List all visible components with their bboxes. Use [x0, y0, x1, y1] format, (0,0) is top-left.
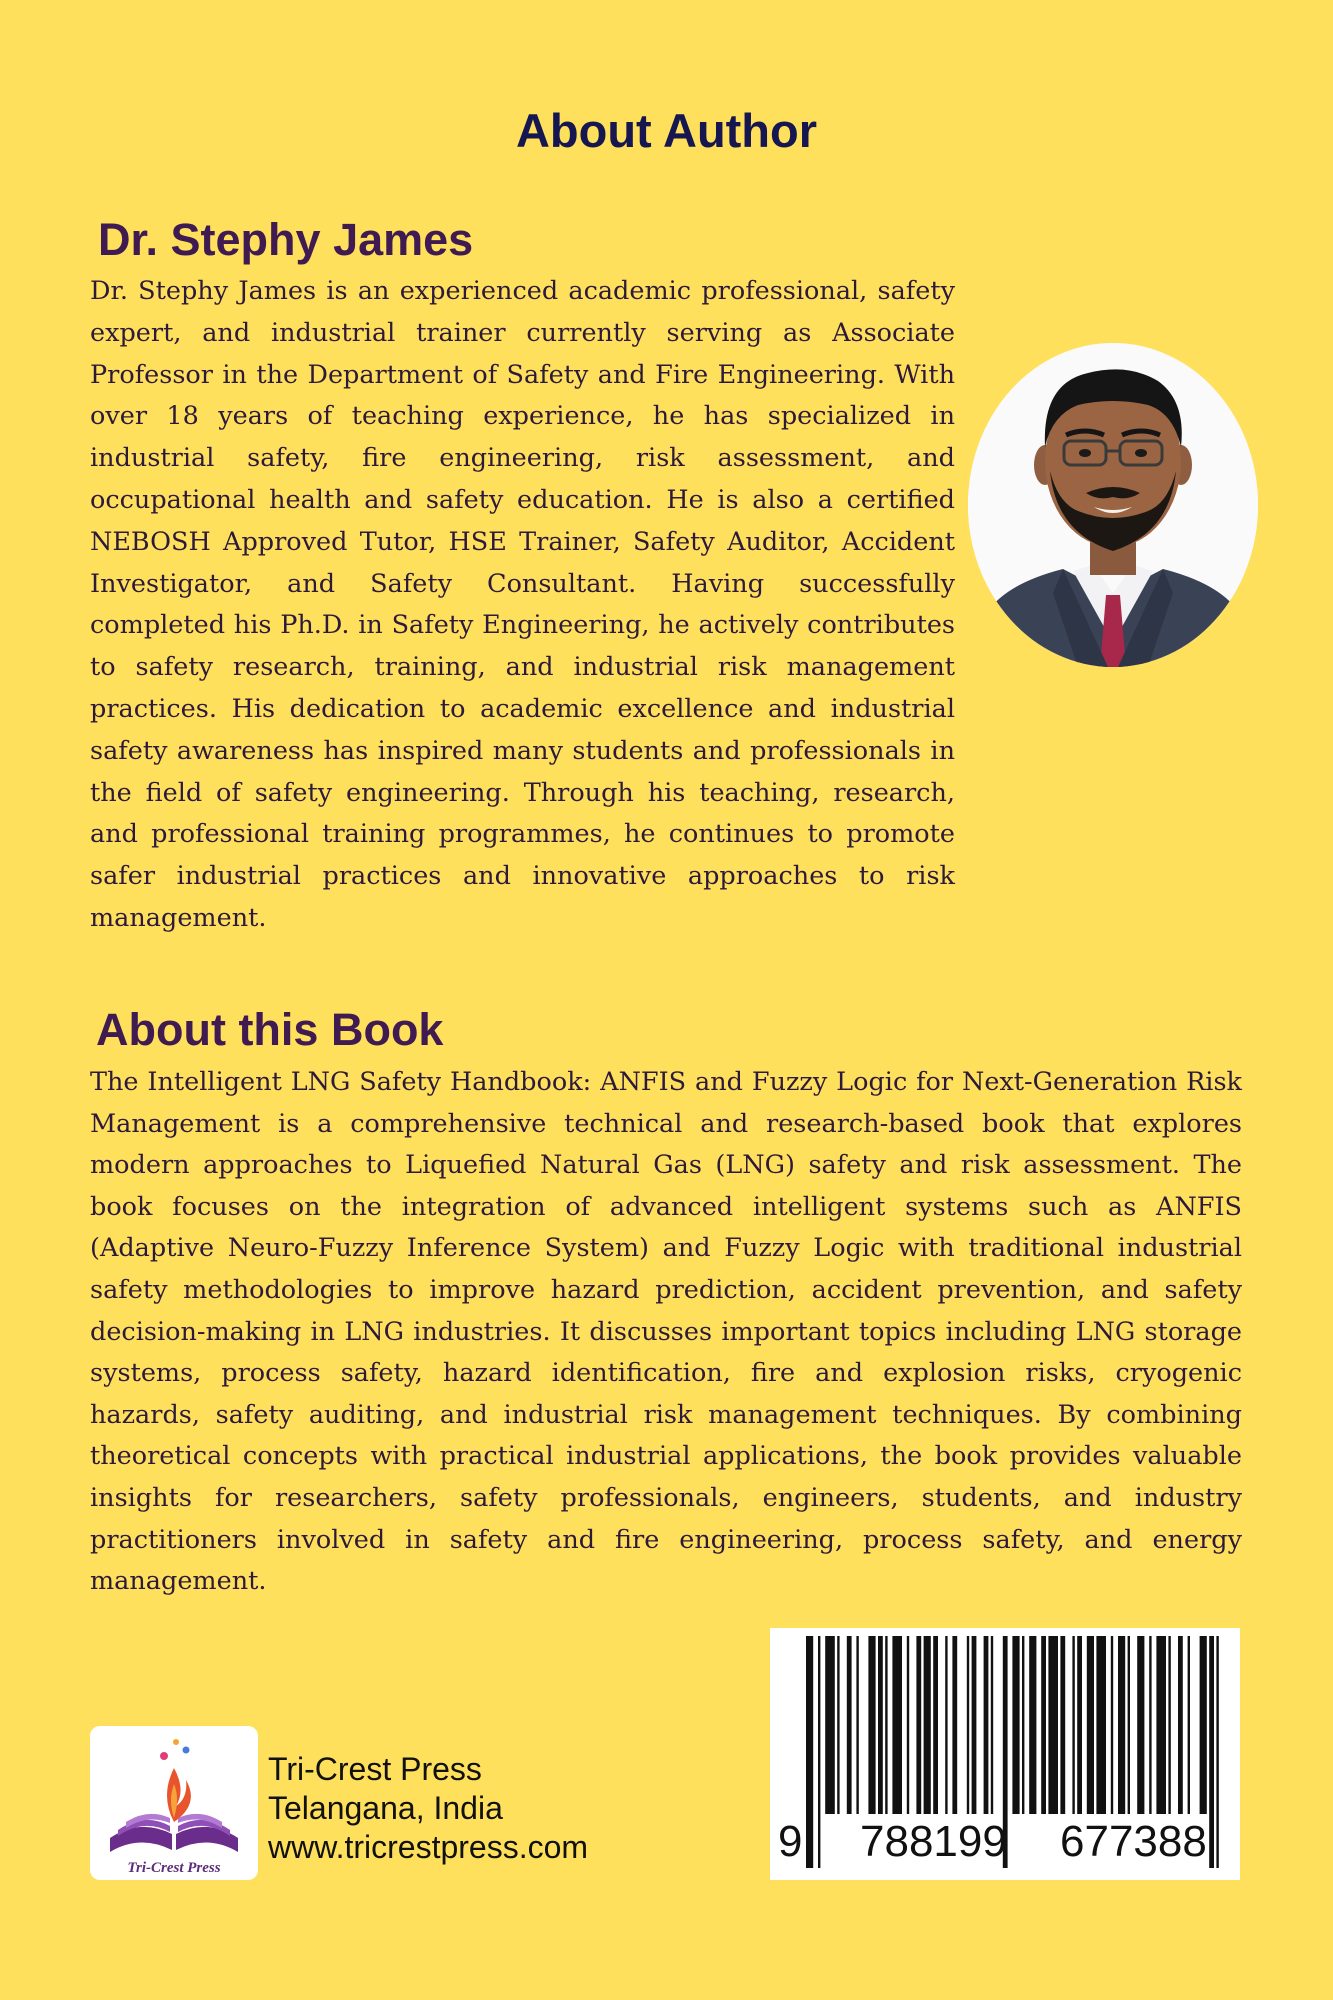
barcode-digit-group-2: 788199 — [860, 1817, 1007, 1866]
publisher-info — [268, 1750, 588, 1867]
barcode-bar — [945, 1636, 947, 1814]
publisher-name: Tri-Crest Press — [268, 1751, 482, 1787]
barcode-bar — [1060, 1636, 1065, 1814]
barcode-bar — [1087, 1636, 1094, 1814]
barcode-bar — [825, 1636, 835, 1814]
author-photo — [968, 343, 1258, 667]
barcode-bar — [878, 1636, 883, 1814]
barcode-bar — [952, 1636, 957, 1814]
barcode-bar — [933, 1636, 938, 1814]
barcode-bar — [868, 1636, 875, 1814]
barcode-bar — [1012, 1636, 1019, 1814]
barcode-bar — [924, 1636, 931, 1814]
barcode-bar — [892, 1636, 902, 1814]
barcode-digit-group-3: 677388 — [1060, 1817, 1207, 1866]
publisher-location: Telangana, India — [268, 1790, 503, 1826]
publisher-logo — [90, 1726, 258, 1880]
barcode-bar — [1200, 1636, 1207, 1814]
barcode-bar — [1149, 1636, 1151, 1814]
publisher-website[interactable]: www.tricrestpress.com — [268, 1829, 589, 1865]
barcode-bar — [1168, 1636, 1170, 1814]
author-name: Dr. Stephy James — [98, 214, 474, 265]
barcode-bar — [907, 1636, 909, 1814]
barcode-bar — [991, 1636, 993, 1814]
publisher-logo-text: Tri-Crest Press — [127, 1860, 221, 1876]
barcode-bar — [1156, 1636, 1166, 1814]
author-bio: Dr. Stephy James is an experienced academic professional, safety expert, and industrial trainer currently serving as Associate Professor in the Department of Safety and Fire Engineering. With over 18 years of teaching experience, he has specialized in industrial safety, fire engineering, risk assessment, and occupational health and safety education. He is also a certified NEBOSH Approved Tutor, HSE Trainer, Safety Auditor, Accident Investigator, and Safety Consultant. Having successfully completed his Ph.D. in Safety Engineering, he actively contributes to safety research, training, and industrial risk management practices. His dedication to academic excellence and industrial safety awareness has inspired many students and professionals in the field of safety engineering. Through his teaching, research, and professional training programmes, he continues to promote safer industrial practices and innovative approaches to risk management. — [90, 276, 955, 933]
barcode-bar — [1077, 1636, 1082, 1814]
barcode-bar — [885, 1636, 887, 1814]
barcode-bar — [856, 1636, 858, 1814]
about-book-heading: About this Book — [96, 1004, 444, 1055]
barcode-bar — [1118, 1636, 1125, 1814]
barcode-digit-group-1: 9 — [778, 1817, 803, 1866]
barcode-bar — [1041, 1636, 1046, 1814]
barcode-bar — [984, 1636, 989, 1814]
barcode-bar — [972, 1636, 977, 1814]
barcode-bar — [847, 1636, 852, 1814]
book-description: The Intelligent LNG Safety Handbook: ANFIS and Fuzzy Logic for Next-Generation Risk Management is a comprehensive technical and research-based book that explores modern approaches to Liquefied Natural Gas (LNG) safety and risk assessment. The book focuses on the integration of advanced intelligent systems such as ANFIS (Adaptive Neuro-Fuzzy Inference System) and Fuzzy Logic with traditional industrial safety methodologies to improve hazard prediction, accident prevention, and safety decision-making in LNG industries. It discusses important topics including LNG storage systems, process safety, hazard identification, fire and explosion risks, cryogenic hazards, safety auditing, and industrial risk management techniques. By combining theoretical concepts with practical industrial applications, the book provides valuable insights for researchers, safety professionals, engineers, students, and industry practitioners involved in safety and fire engineering, process safety, and energy management. — [90, 1067, 1242, 1597]
barcode-bar — [1111, 1636, 1113, 1814]
about-author-heading: About Author — [515, 104, 818, 157]
barcode-bar — [1128, 1636, 1130, 1814]
portrait-photo-icon — [968, 343, 1258, 667]
barcode-digits — [770, 1814, 1240, 1870]
barcode-bar — [1048, 1636, 1058, 1814]
barcode-bar — [1188, 1636, 1190, 1814]
isbn-barcode — [770, 1628, 1240, 1880]
barcode-bar — [916, 1636, 921, 1814]
barcode-bar — [1096, 1636, 1106, 1814]
barcode-bar — [1137, 1636, 1144, 1814]
barcode-bar — [837, 1636, 839, 1814]
barcode-bar — [1029, 1636, 1036, 1814]
barcode-bar — [1022, 1636, 1024, 1814]
barcode-bar — [1178, 1636, 1183, 1814]
barcode-bar — [1072, 1636, 1074, 1814]
barcode-bar — [967, 1636, 969, 1814]
open-book-logo-icon — [90, 1726, 258, 1880]
